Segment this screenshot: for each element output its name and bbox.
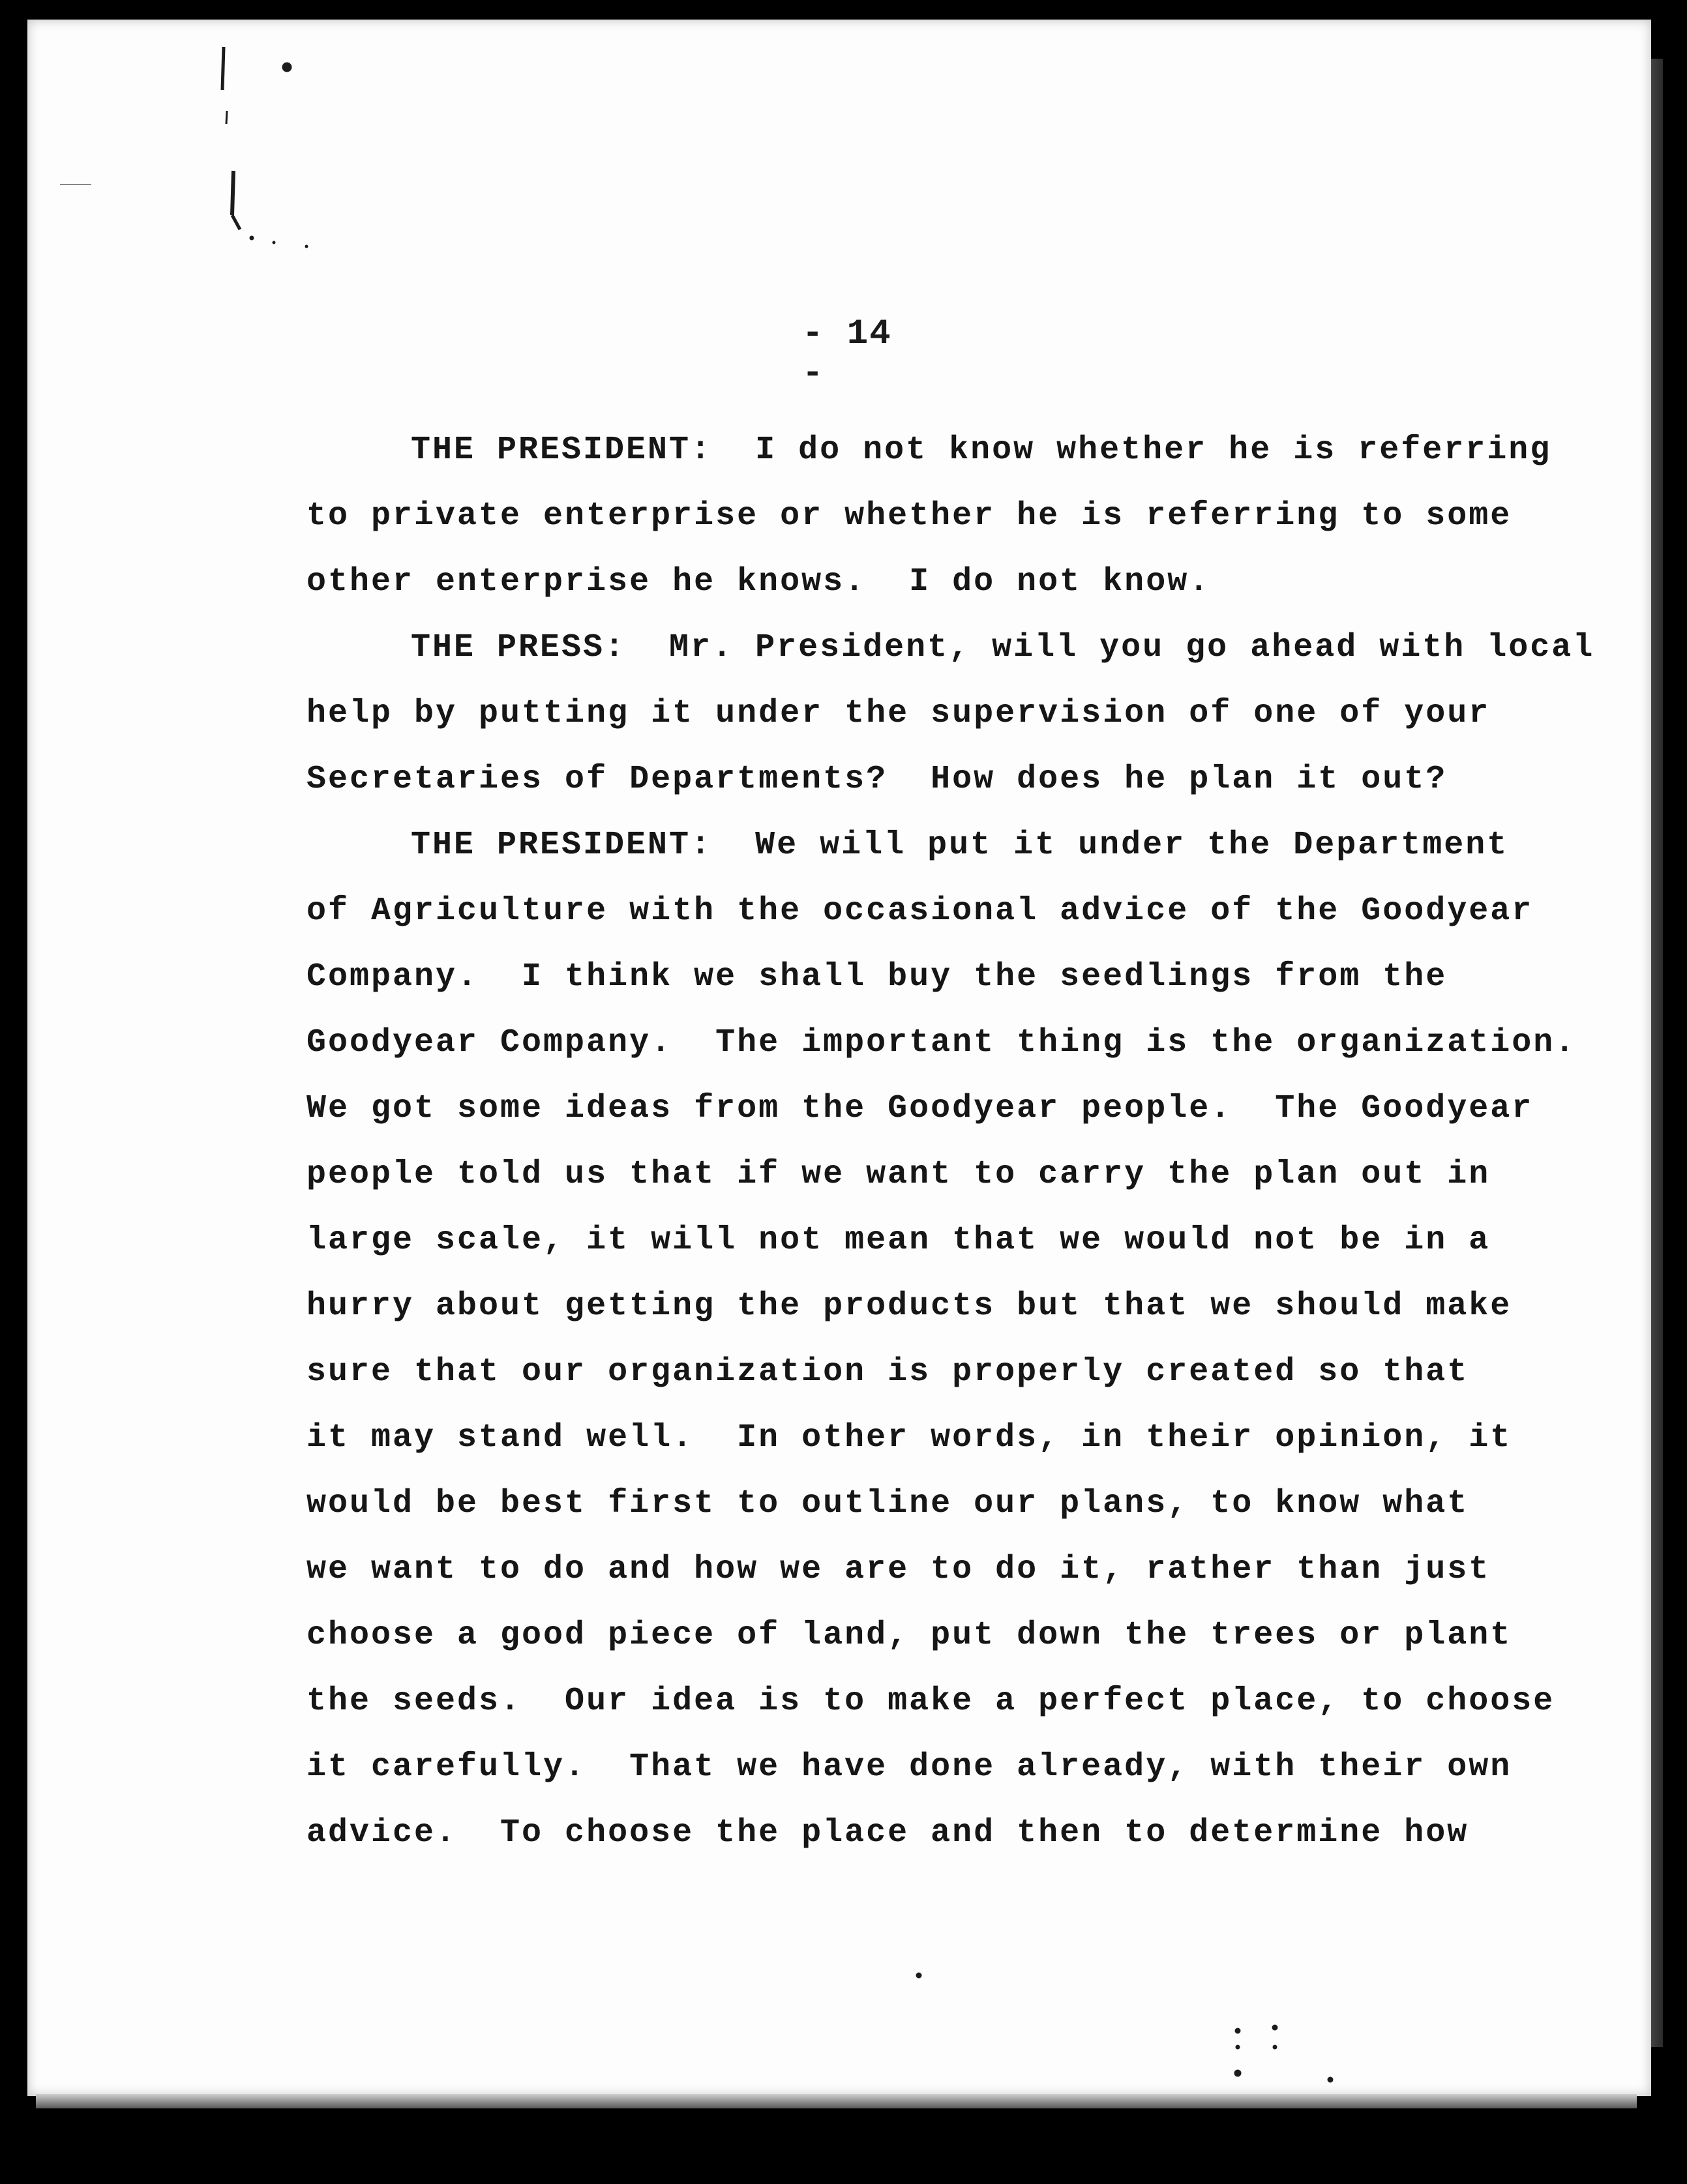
text-line: We got some ideas from the Goodyear people. The Goodyear bbox=[306, 1090, 1534, 1127]
transcript-body bbox=[306, 417, 1595, 1866]
text-line: hurry about getting the products but that we should make bbox=[306, 1288, 1512, 1325]
text-line: THE PRESS: Mr. President, will you go ahead with local bbox=[411, 629, 1595, 666]
text-line: of Agriculture with the occasional advice of the Goodyear bbox=[306, 893, 1534, 930]
text-line: other enterprise he knows. I do not know. bbox=[306, 563, 1211, 600]
text-line: advice. To choose the place and then to determine how bbox=[306, 1814, 1469, 1852]
page-bottom-edge bbox=[36, 2094, 1637, 2108]
text-line: Company. I think we shall buy the seedlings from the bbox=[306, 958, 1448, 996]
text-line: people told us that if we want to carry the plan out in bbox=[306, 1156, 1491, 1193]
text-line: THE PRESIDENT: We will put it under the Department bbox=[411, 827, 1509, 864]
text-line: sure that our organization is properly created so that bbox=[306, 1353, 1469, 1391]
text-line: would be best first to outline our plans, to know what bbox=[306, 1485, 1469, 1522]
text-line: it carefully. That we have done already, with their own bbox=[306, 1749, 1512, 1786]
text-line: it may stand well. In other words, in their opinion, it bbox=[306, 1419, 1512, 1456]
text-line: choose a good piece of land, put down the trees or plant bbox=[306, 1617, 1512, 1654]
text-line: Secretaries of Departments? How does he plan it out? bbox=[306, 761, 1448, 798]
text-line: to private enterprise or whether he is referring to some bbox=[306, 497, 1512, 535]
text-line: THE PRESIDENT: I do not know whether he is referring bbox=[411, 432, 1552, 469]
text-line: we want to do and how we are to do it, rather than just bbox=[306, 1551, 1491, 1588]
text-line: large scale, it will not mean that we would not be in a bbox=[306, 1222, 1491, 1259]
text-line: Goodyear Company. The important thing is the organization. bbox=[306, 1024, 1577, 1061]
text-line: the seeds. Our idea is to make a perfect place, to choose bbox=[306, 1683, 1555, 1720]
text-line: help by putting it under the supervision of one of your bbox=[306, 695, 1491, 732]
page-number: - 14 - bbox=[802, 314, 892, 394]
